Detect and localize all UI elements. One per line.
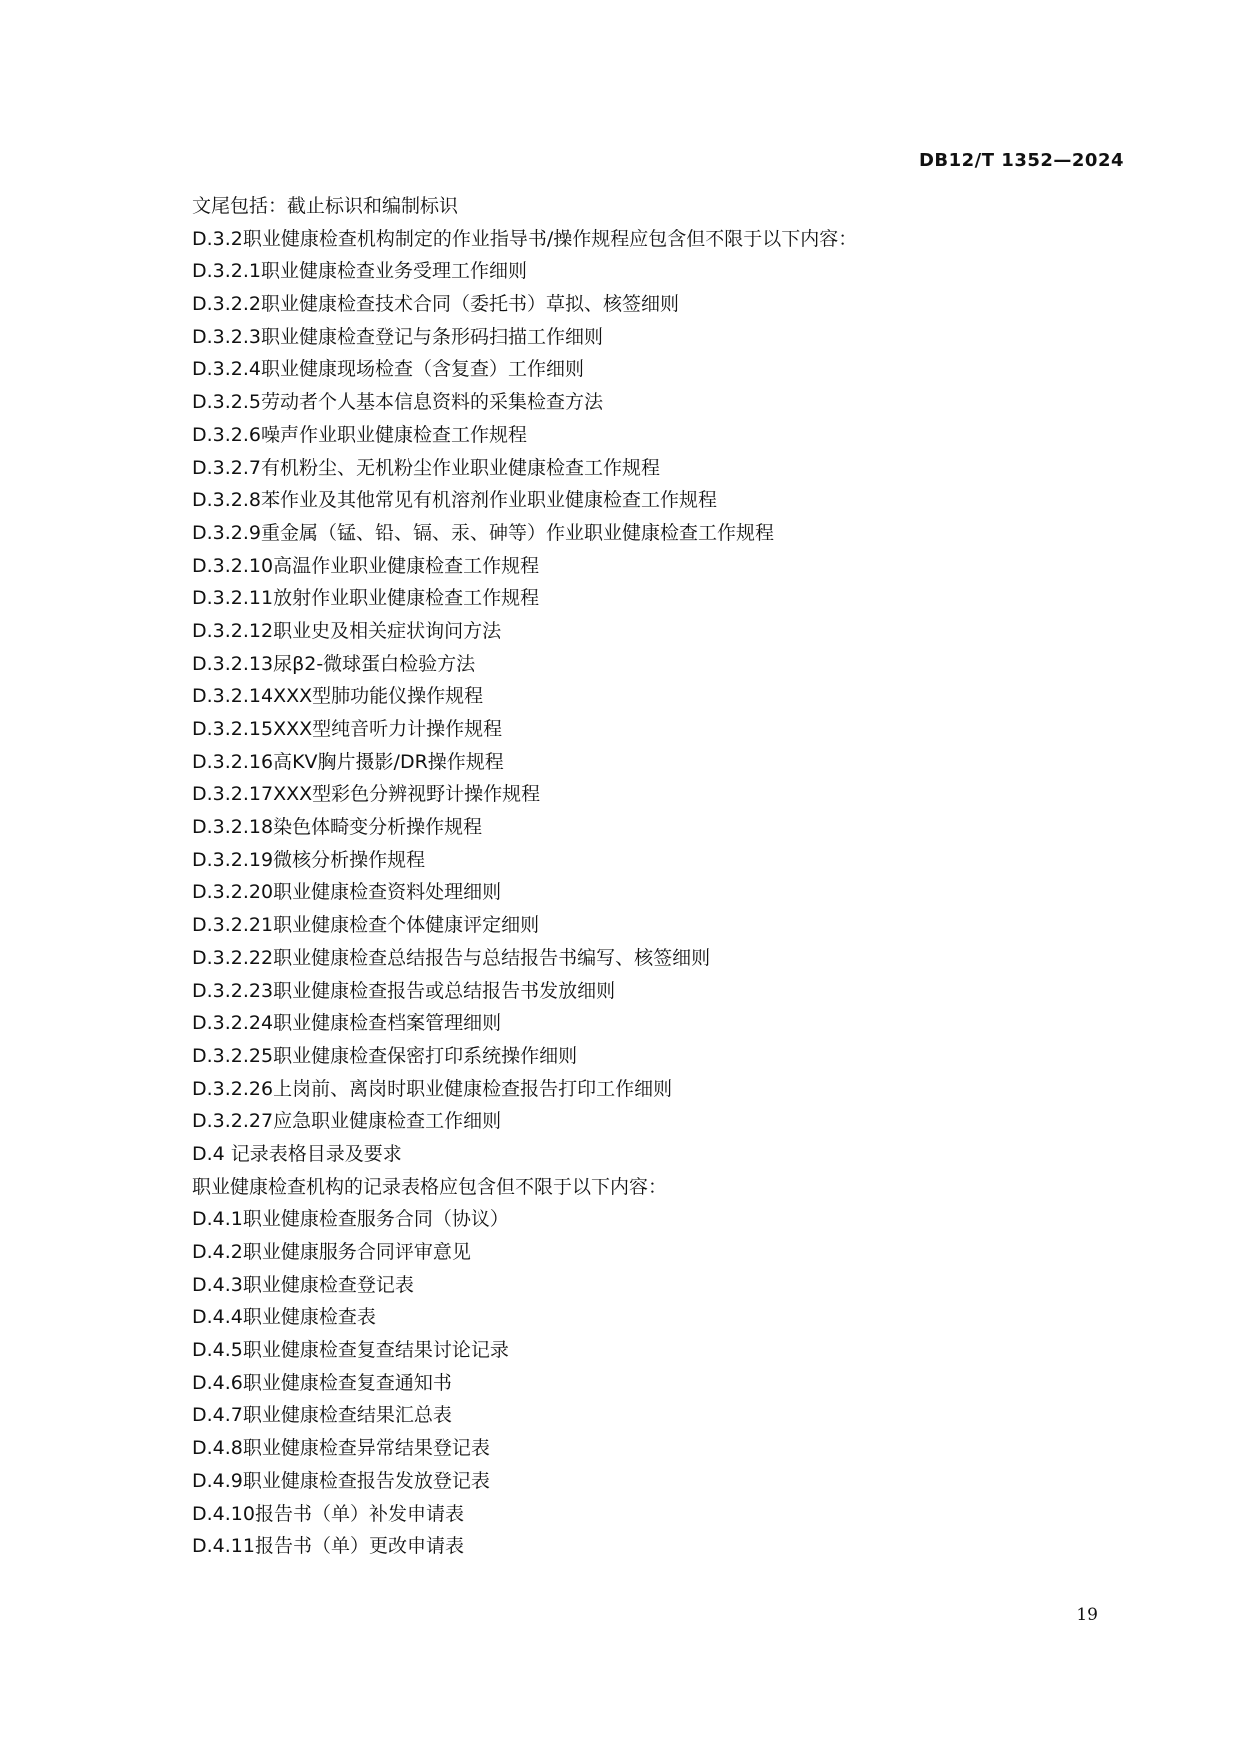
text-line: D.3.2.18染色体畸变分析操作规程 [192, 816, 483, 839]
document-code: DB12/T 1352—2024 [918, 150, 1124, 171]
document-body [192, 190, 1132, 1563]
text-line: D.3.2.24职业健康检查档案管理细则 [192, 1012, 502, 1035]
text-line: D.3.2.21职业健康检查个体健康评定细则 [192, 914, 540, 937]
text-line: D.3.2.23职业健康检查报告或总结报告书发放细则 [192, 979, 616, 1002]
text-line: 职业健康检查机构的记录表格应包含但不限于以下内容： [192, 1175, 668, 1198]
text-line: D.3.2.11放射作业职业健康检查工作规程 [192, 587, 540, 610]
text-line: D.3.2.19微核分析操作规程 [192, 848, 426, 871]
text-line: D.3.2职业健康检查机构制定的作业指导书/操作规程应包含但不限于以下内容： [192, 227, 858, 250]
text-line: D.3.2.16高KV胸片摄影/DR操作规程 [192, 750, 504, 773]
text-line: D.3.2.5劳动者个人基本信息资料的采集检查方法 [192, 391, 604, 414]
text-line: D.4.8职业健康检查异常结果登记表 [192, 1437, 490, 1460]
text-line: D.3.2.10高温作业职业健康检查工作规程 [192, 554, 540, 577]
text-line: D.3.2.13尿β2-微球蛋白检验方法 [192, 652, 476, 675]
text-line: D.3.2.1职业健康检查业务受理工作细则 [192, 260, 528, 283]
text-line: D.3.2.27应急职业健康检查工作细则 [192, 1110, 502, 1133]
text-line: D.3.2.2职业健康检查技术合同（委托书）草拟、核签细则 [192, 293, 680, 316]
text-line: D.3.2.15XXX型纯音听力计操作规程 [192, 718, 503, 740]
text-line: D.3.2.8苯作业及其他常见有机溶剂作业职业健康检查工作规程 [192, 489, 718, 512]
text-line: D.3.2.14XXX型肺功能仪操作规程 [192, 685, 484, 708]
text-line: D.4.5职业健康检查复查结果讨论记录 [192, 1339, 509, 1362]
text-line: D.3.2.3职业健康检查登记与条形码扫描工作细则 [192, 325, 604, 348]
text-line: D.3.2.7有机粉尘、无机粉尘作业职业健康检查工作规程 [192, 456, 661, 479]
text-line: D.4.3职业健康检查登记表 [192, 1273, 414, 1296]
text-line: D.3.2.20职业健康检查资料处理细则 [192, 881, 502, 904]
text-line: D.4.1职业健康检查服务合同（协议） [192, 1208, 509, 1231]
text-line: D.3.2.12职业史及相关症状询问方法 [192, 619, 502, 642]
text-line: D.3.2.17XXX型彩色分辨视野计操作规程 [192, 783, 541, 806]
text-line: D.3.2.9重金属（锰、铅、镉、汞、砷等）作业职业健康检查工作规程 [192, 521, 775, 544]
page-number: 19 [1076, 1605, 1098, 1625]
text-line: D.4.2职业健康服务合同评审意见 [192, 1241, 471, 1263]
text-line: D.4 记录表格目录及要求 [192, 1142, 402, 1165]
text-line: D.3.2.4职业健康现场检查（含复查）工作细则 [192, 358, 585, 381]
text-line: D.3.2.6噪声作业职业健康检查工作规程 [192, 423, 528, 446]
text-line: D.3.2.22职业健康检查总结报告与总结报告书编写、核签细则 [192, 946, 711, 969]
text-line: D.4.4职业健康检查表 [192, 1306, 376, 1329]
text-line: D.3.2.26上岗前、离岗时职业健康检查报告打印工作细则 [192, 1077, 673, 1100]
text-line: D.4.11报告书（单）更改申请表 [192, 1535, 464, 1558]
text-line: D.4.10报告书（单）补发申请表 [192, 1502, 464, 1525]
text-line: D.4.7职业健康检查结果汇总表 [192, 1404, 452, 1427]
text-line: 文尾包括：截止标识和编制标识 [192, 195, 459, 217]
text-line: D.4.9职业健康检查报告发放登记表 [192, 1469, 490, 1492]
text-line: D.4.6职业健康检查复查通知书 [192, 1371, 452, 1394]
text-line: D.3.2.25职业健康检查保密打印系统操作细则 [192, 1044, 578, 1067]
